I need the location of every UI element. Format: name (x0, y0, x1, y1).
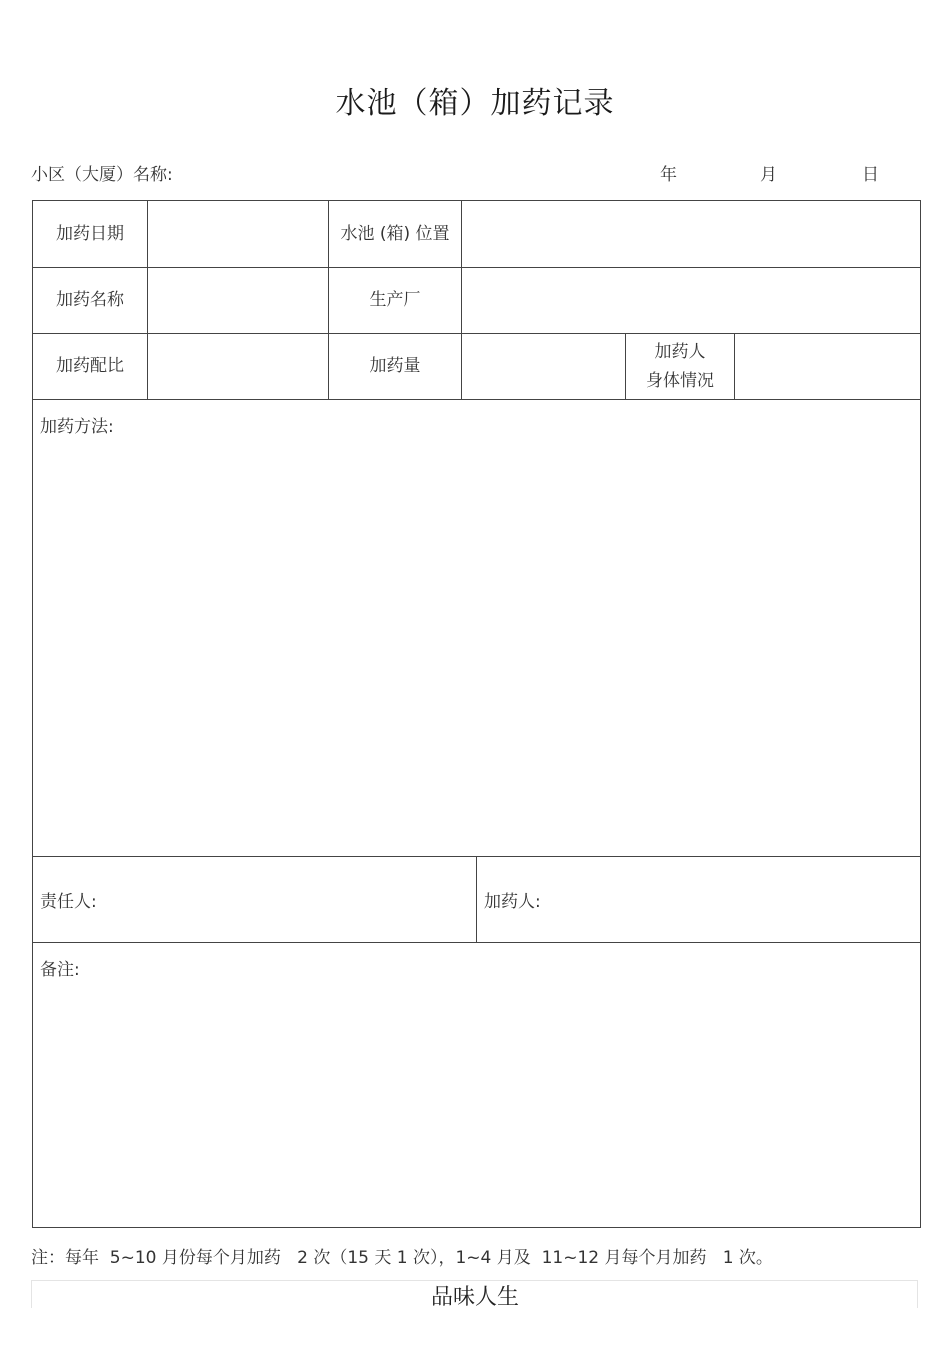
amount-field[interactable] (461, 333, 626, 400)
year-label: 年 (660, 165, 677, 185)
day-label: 日 (862, 165, 879, 185)
ratio-field[interactable] (147, 333, 329, 400)
tank-location-label (328, 200, 462, 268)
remarks-area[interactable] (32, 942, 921, 1228)
manufacturer-field[interactable] (461, 267, 921, 334)
doser-health-label (625, 333, 735, 400)
dosing-date-field[interactable] (147, 200, 329, 268)
amount-label-text: 加药量 (369, 356, 421, 376)
manufacturer-label-text: 生产厂 (369, 290, 421, 310)
doser-field[interactable] (476, 856, 921, 943)
responsible-label: 责任人: (40, 892, 97, 912)
doser-label: 加药人: (484, 892, 541, 912)
dosing-date-label (32, 200, 148, 268)
dosing-schedule-note: 注：每年 5~10 月份每个月加药 2 次（15 天 1 次），1~4 月及 11~12 月每个月加药 1 次。 (31, 1248, 773, 1268)
agent-name-label-text: 加药名称 (56, 290, 124, 310)
ratio-label (32, 333, 148, 400)
ratio-label-text: 加药配比 (56, 356, 124, 376)
agent-name-field[interactable] (147, 267, 329, 334)
responsible-field[interactable] (32, 856, 477, 943)
month-label: 月 (760, 165, 777, 185)
tank-location-label-text: 水池 (箱) 位置 (340, 223, 450, 244)
estate-name-label: 小区（大厦）名称: (31, 165, 173, 185)
method-area[interactable] (32, 399, 921, 857)
manufacturer-label (328, 267, 462, 334)
amount-label (328, 333, 462, 400)
doser-health-line2: 身体情况 (646, 370, 714, 391)
page-title: 水池（箱）加药记录 (335, 86, 615, 121)
dosing-date-label-text: 加药日期 (56, 223, 124, 244)
doser-health-field[interactable] (734, 333, 921, 400)
method-label: 加药方法: (40, 417, 114, 437)
footer-text: 品味人生 (430, 1285, 519, 1310)
tank-location-field[interactable] (461, 200, 921, 268)
agent-name-label (32, 267, 148, 334)
remarks-label: 备注: (40, 960, 80, 980)
doser-health-line1: 加药人 (654, 341, 706, 362)
